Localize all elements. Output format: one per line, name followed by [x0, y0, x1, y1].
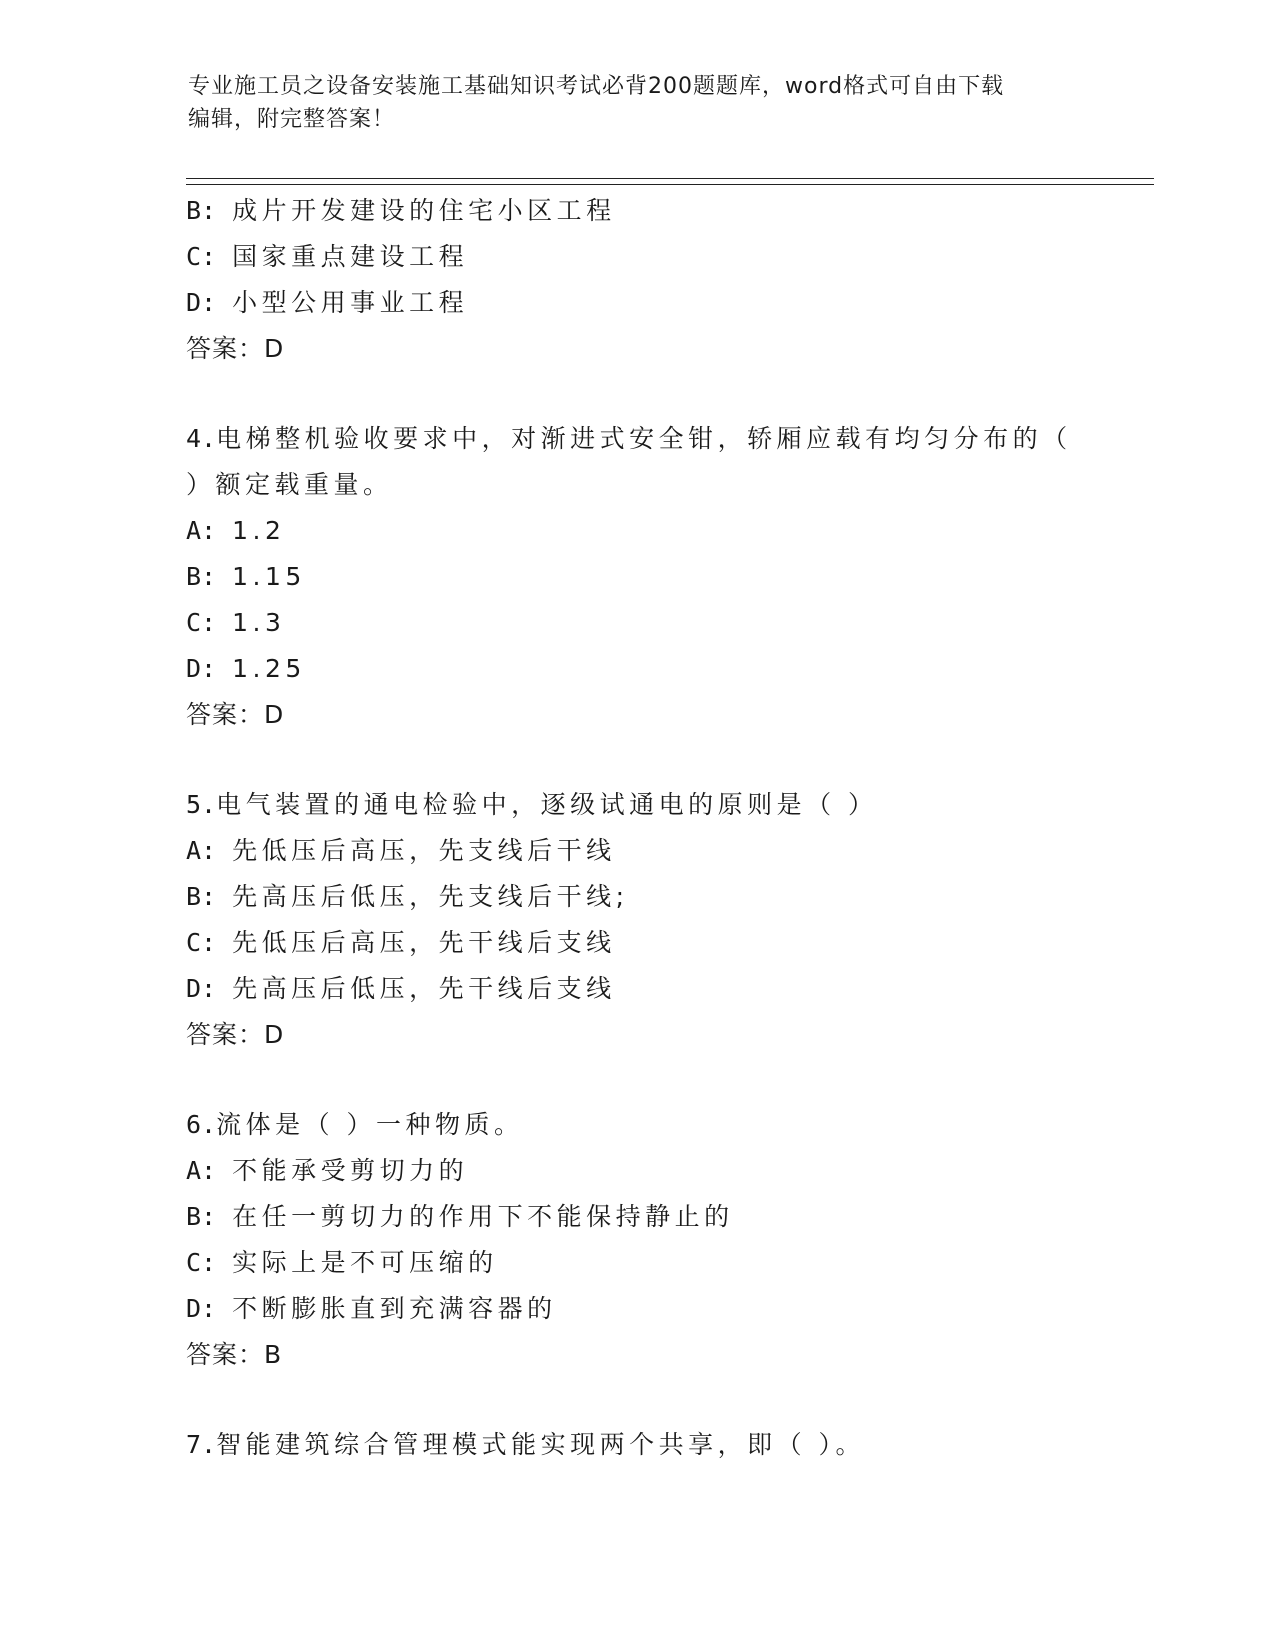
option-label: D:	[186, 654, 217, 683]
option-text: 先低压后高压，先支线后干线	[232, 836, 616, 865]
question-list	[186, 188, 1146, 1468]
option-b	[186, 1194, 1146, 1240]
option-text: 先高压后低压，先干线后支线	[232, 974, 616, 1003]
question-stem-text: 智能建筑综合管理模式能实现两个共享，即（ ）。	[216, 1430, 866, 1459]
answer: 答案：D	[186, 334, 285, 363]
option-d	[186, 280, 1146, 326]
question-stem	[186, 416, 1146, 462]
question-stem	[186, 1422, 1146, 1468]
option-label: A:	[186, 516, 217, 545]
option-c	[186, 600, 1146, 646]
option-label: D:	[186, 974, 217, 1003]
option-b	[186, 874, 1146, 920]
question-7	[186, 1422, 1146, 1468]
question-6	[186, 1102, 1146, 1378]
answer: 答案：D	[186, 1020, 285, 1049]
option-text: 实际上是不可压缩的	[232, 1248, 498, 1277]
header-title-line-2: 编辑，附完整答案！	[188, 107, 396, 132]
option-b	[186, 554, 1146, 600]
question-stem-continued: ）额定载重量。	[186, 470, 393, 499]
question-3	[186, 188, 1146, 372]
option-text: 不断膨胀直到充满容器的	[232, 1294, 557, 1323]
question-number: 4.	[186, 424, 217, 453]
option-d	[186, 1286, 1146, 1332]
option-text: 在任一剪切力的作用下不能保持静止的	[232, 1202, 734, 1231]
question-number: 6.	[186, 1110, 217, 1139]
option-text: 成片开发建设的住宅小区工程	[232, 196, 616, 225]
option-label: C:	[186, 242, 217, 271]
question-number: 5.	[186, 790, 217, 819]
question-4	[186, 416, 1146, 738]
question-stem-text: 电气装置的通电检验中，逐级试通电的原则是（ ）	[216, 790, 878, 819]
question-5	[186, 782, 1146, 1058]
option-a	[186, 508, 1146, 554]
question-stem	[186, 782, 1146, 828]
option-b	[186, 188, 1146, 234]
question-number: 7.	[186, 1430, 217, 1459]
option-text: 1.25	[232, 654, 306, 683]
option-text: 1.3	[232, 608, 286, 637]
option-text: 国家重点建设工程	[232, 242, 469, 271]
option-text: 1.2	[232, 516, 286, 545]
option-label: B:	[186, 882, 217, 911]
document-header	[188, 70, 1068, 136]
option-text: 1.15	[232, 562, 306, 591]
header-title-line-1: 专业施工员之设备安装施工基础知识考试必背200题题库，word格式可自由下载	[188, 74, 1005, 99]
option-c	[186, 920, 1146, 966]
option-label: A:	[186, 836, 217, 865]
question-stem	[186, 1102, 1146, 1148]
header-divider-bottom	[186, 184, 1154, 185]
option-c	[186, 1240, 1146, 1286]
answer: 答案：B	[186, 1340, 283, 1369]
option-text: 先低压后高压，先干线后支线	[232, 928, 616, 957]
option-a	[186, 828, 1146, 874]
option-label: C:	[186, 928, 217, 957]
option-a	[186, 1148, 1146, 1194]
option-text: 不能承受剪切力的	[232, 1156, 469, 1185]
option-d	[186, 646, 1146, 692]
option-label: B:	[186, 562, 217, 591]
header-divider-top	[186, 178, 1154, 179]
option-label: B:	[186, 196, 217, 225]
option-text: 小型公用事业工程	[232, 288, 469, 317]
option-text: 先高压后低压，先支线后干线;	[232, 882, 629, 911]
answer: 答案：D	[186, 700, 285, 729]
option-d	[186, 966, 1146, 1012]
option-label: C:	[186, 1248, 217, 1277]
option-label: D:	[186, 1294, 217, 1323]
question-stem-text: 电梯整机验收要求中，对渐进式安全钳，轿厢应载有均匀分布的（	[216, 424, 1072, 453]
option-c	[186, 234, 1146, 280]
option-label: D:	[186, 288, 217, 317]
option-label: C:	[186, 608, 217, 637]
option-label: A:	[186, 1156, 217, 1185]
option-label: B:	[186, 1202, 217, 1231]
question-stem-text: 流体是（ ）一种物质。	[216, 1110, 524, 1139]
